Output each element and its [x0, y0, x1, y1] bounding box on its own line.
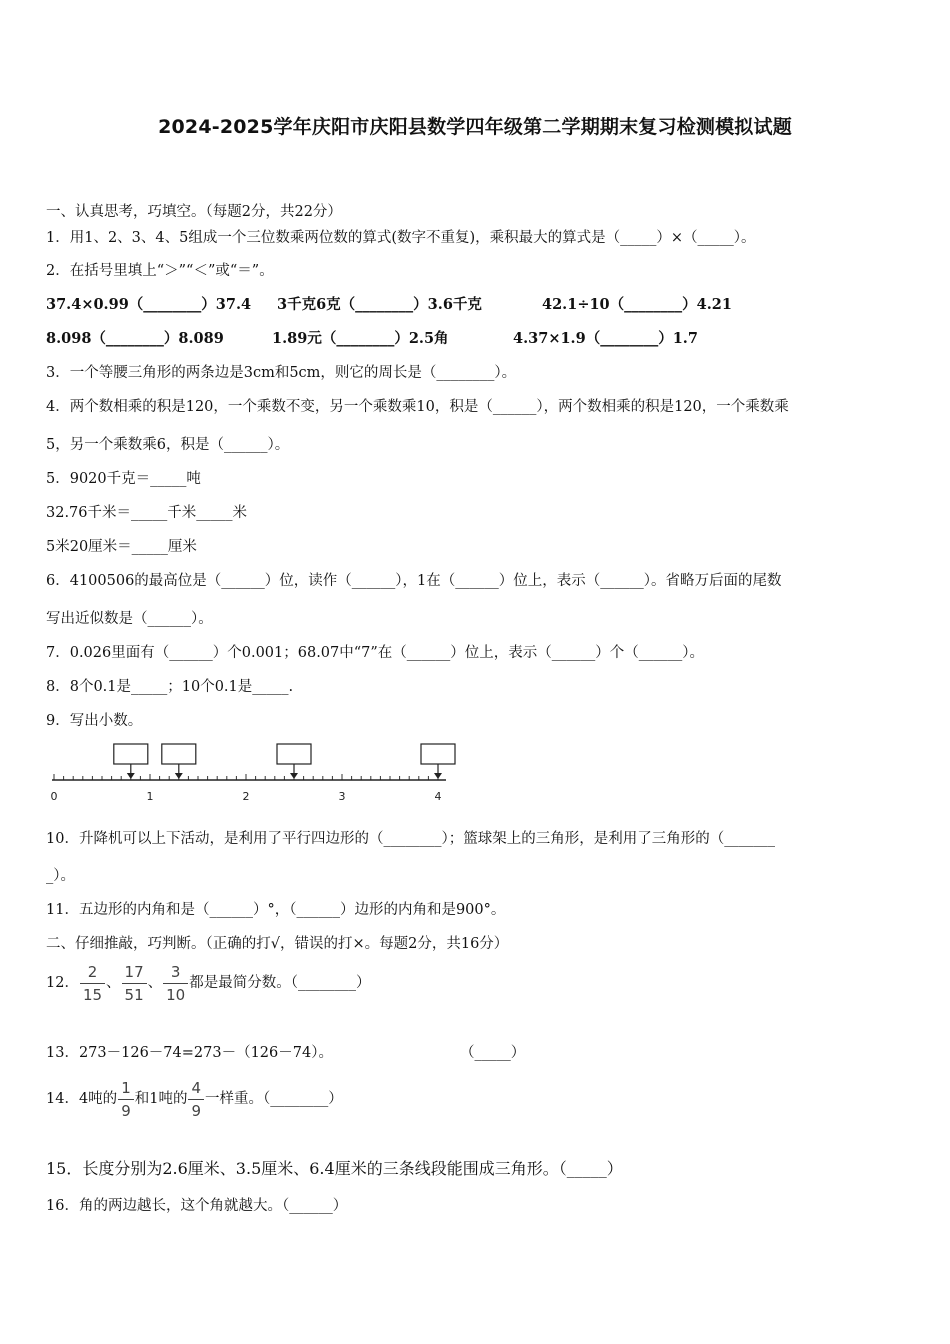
number-line-answer-box — [421, 744, 455, 779]
compare-item: 4.37×1.9（________）1.7 — [513, 330, 698, 347]
number-line-label: 3 — [338, 790, 346, 803]
compare-item: 42.1÷10（________）4.21 — [542, 296, 732, 313]
question-14-text: 14．4吨的 — [46, 1091, 118, 1107]
number-line-label: 1 — [146, 790, 154, 803]
question-6-line-2: 写出近似数是（______）。 — [46, 611, 213, 627]
fraction: $\frac{2}{15}$ — [80, 961, 105, 1006]
fraction: $\frac{3}{10}$ — [163, 961, 188, 1006]
question-2: 2．在括号里填上“＞”“＜”或“＝”。 — [46, 263, 274, 279]
question-10-line-2: _）。 — [46, 868, 75, 884]
question-16: 16．角的两边越长，这个角就越大。（______） — [46, 1198, 348, 1214]
question-10-line-1: 10．升降机可以上下活动，是利用了平行四边形的（________）；篮球架上的三角形，是利用了三角形的（_______ — [46, 831, 775, 847]
question-4-line-2: 5，另一个乘数乘6，积是（______）。 — [46, 437, 290, 453]
number-line-answer-box — [277, 744, 311, 779]
question-5-line-1: 5．9020千克＝_____吨 — [46, 471, 201, 487]
compare-item: 1.89元（________）2.5角 — [272, 330, 449, 347]
question-8: 8．8个0.1是_____；10个0.1是_____. — [46, 679, 294, 695]
question-5-line-2: 32.76千米＝_____千米_____米 — [46, 505, 248, 521]
question-14-text: 和1吨的 — [134, 1091, 188, 1107]
question-15: 15．长度分别为2.6厘米、3.5厘米、6.4厘米的三条线段能围成三角形。（_____） — [46, 1159, 623, 1178]
separator: 、 — [106, 975, 121, 991]
compare-item: 8.098（________）8.089 — [46, 330, 224, 347]
number-line-answer-boxes — [114, 744, 455, 779]
number-line-figure — [44, 740, 456, 804]
question-12-text: 都是最简分数。（________） — [189, 975, 371, 991]
question-2-row-1 — [0, 295, 950, 315]
question-4-line-1: 4．两个数相乘的积是120，一个乘数不变，另一个乘数乘10，积是（______），两个数相乘的积是120，一个乘数乘 — [46, 399, 789, 415]
question-6-line-1: 6．4100506的最高位是（______）位，读作（______），1在（______）位上，表示（______）。省略万后面的尾数 — [46, 573, 782, 589]
compare-item: 3千克6克（________）3.6千克 — [277, 296, 482, 313]
question-12-number: 12． — [46, 975, 79, 991]
question-13-text: 13．273－126－74=273－（126－74）。 — [46, 1045, 333, 1061]
number-line-label: 0 — [50, 790, 58, 803]
question-7: 7．0.026里面有（______）个0.001；68.07中“7”在（______）位上，表示（______）个（______）。 — [46, 645, 705, 661]
question-5-line-3: 5米20厘米＝_____厘米 — [46, 539, 197, 555]
page-title: 2024-2025学年庆阳市庆阳县数学四年级第二学期期末复习检测模拟试题 — [158, 116, 792, 138]
question-9: 9．写出小数。 — [46, 713, 143, 729]
number-line-answer-box — [114, 744, 148, 779]
number-line-label: 2 — [242, 790, 250, 803]
number-line-ticks — [54, 774, 438, 780]
question-11: 11．五边形的内角和是（______）°，（______）边形的内角和是900°。 — [46, 902, 506, 918]
question-12 — [46, 960, 370, 1006]
question-14 — [46, 1076, 343, 1122]
fraction: $\frac{1}{9}$ — [118, 1077, 134, 1122]
fraction: $\frac{17}{51}$ — [122, 961, 147, 1006]
question-13-blank: （_____） — [460, 1045, 526, 1061]
fraction: $\frac{4}{9}$ — [188, 1077, 204, 1122]
question-14-text: 一样重。（________） — [205, 1091, 343, 1107]
section2-heading: 二、仔细推敲，巧判断。（正确的打√，错误的打×。每题2分，共16分） — [46, 936, 509, 952]
question-1: 1．用1、2、3、4、5组成一个三位数乘两位数的算式(数字不重复)，乘积最大的算式是（_____）×（_____）。 — [46, 230, 756, 246]
section1-heading: 一、认真思考，巧填空。（每题2分，共22分） — [46, 204, 342, 220]
number-line-label: 4 — [434, 790, 442, 803]
compare-item: 37.4×0.99（________）37.4 — [46, 296, 252, 313]
question-3: 3．一个等腰三角形的两条边是3cm和5cm，则它的周长是（________）。 — [46, 365, 517, 381]
separator: 、 — [147, 975, 163, 991]
question-13 — [0, 1043, 950, 1063]
question-2-row-2 — [0, 329, 950, 349]
number-line-answer-box — [162, 744, 196, 779]
